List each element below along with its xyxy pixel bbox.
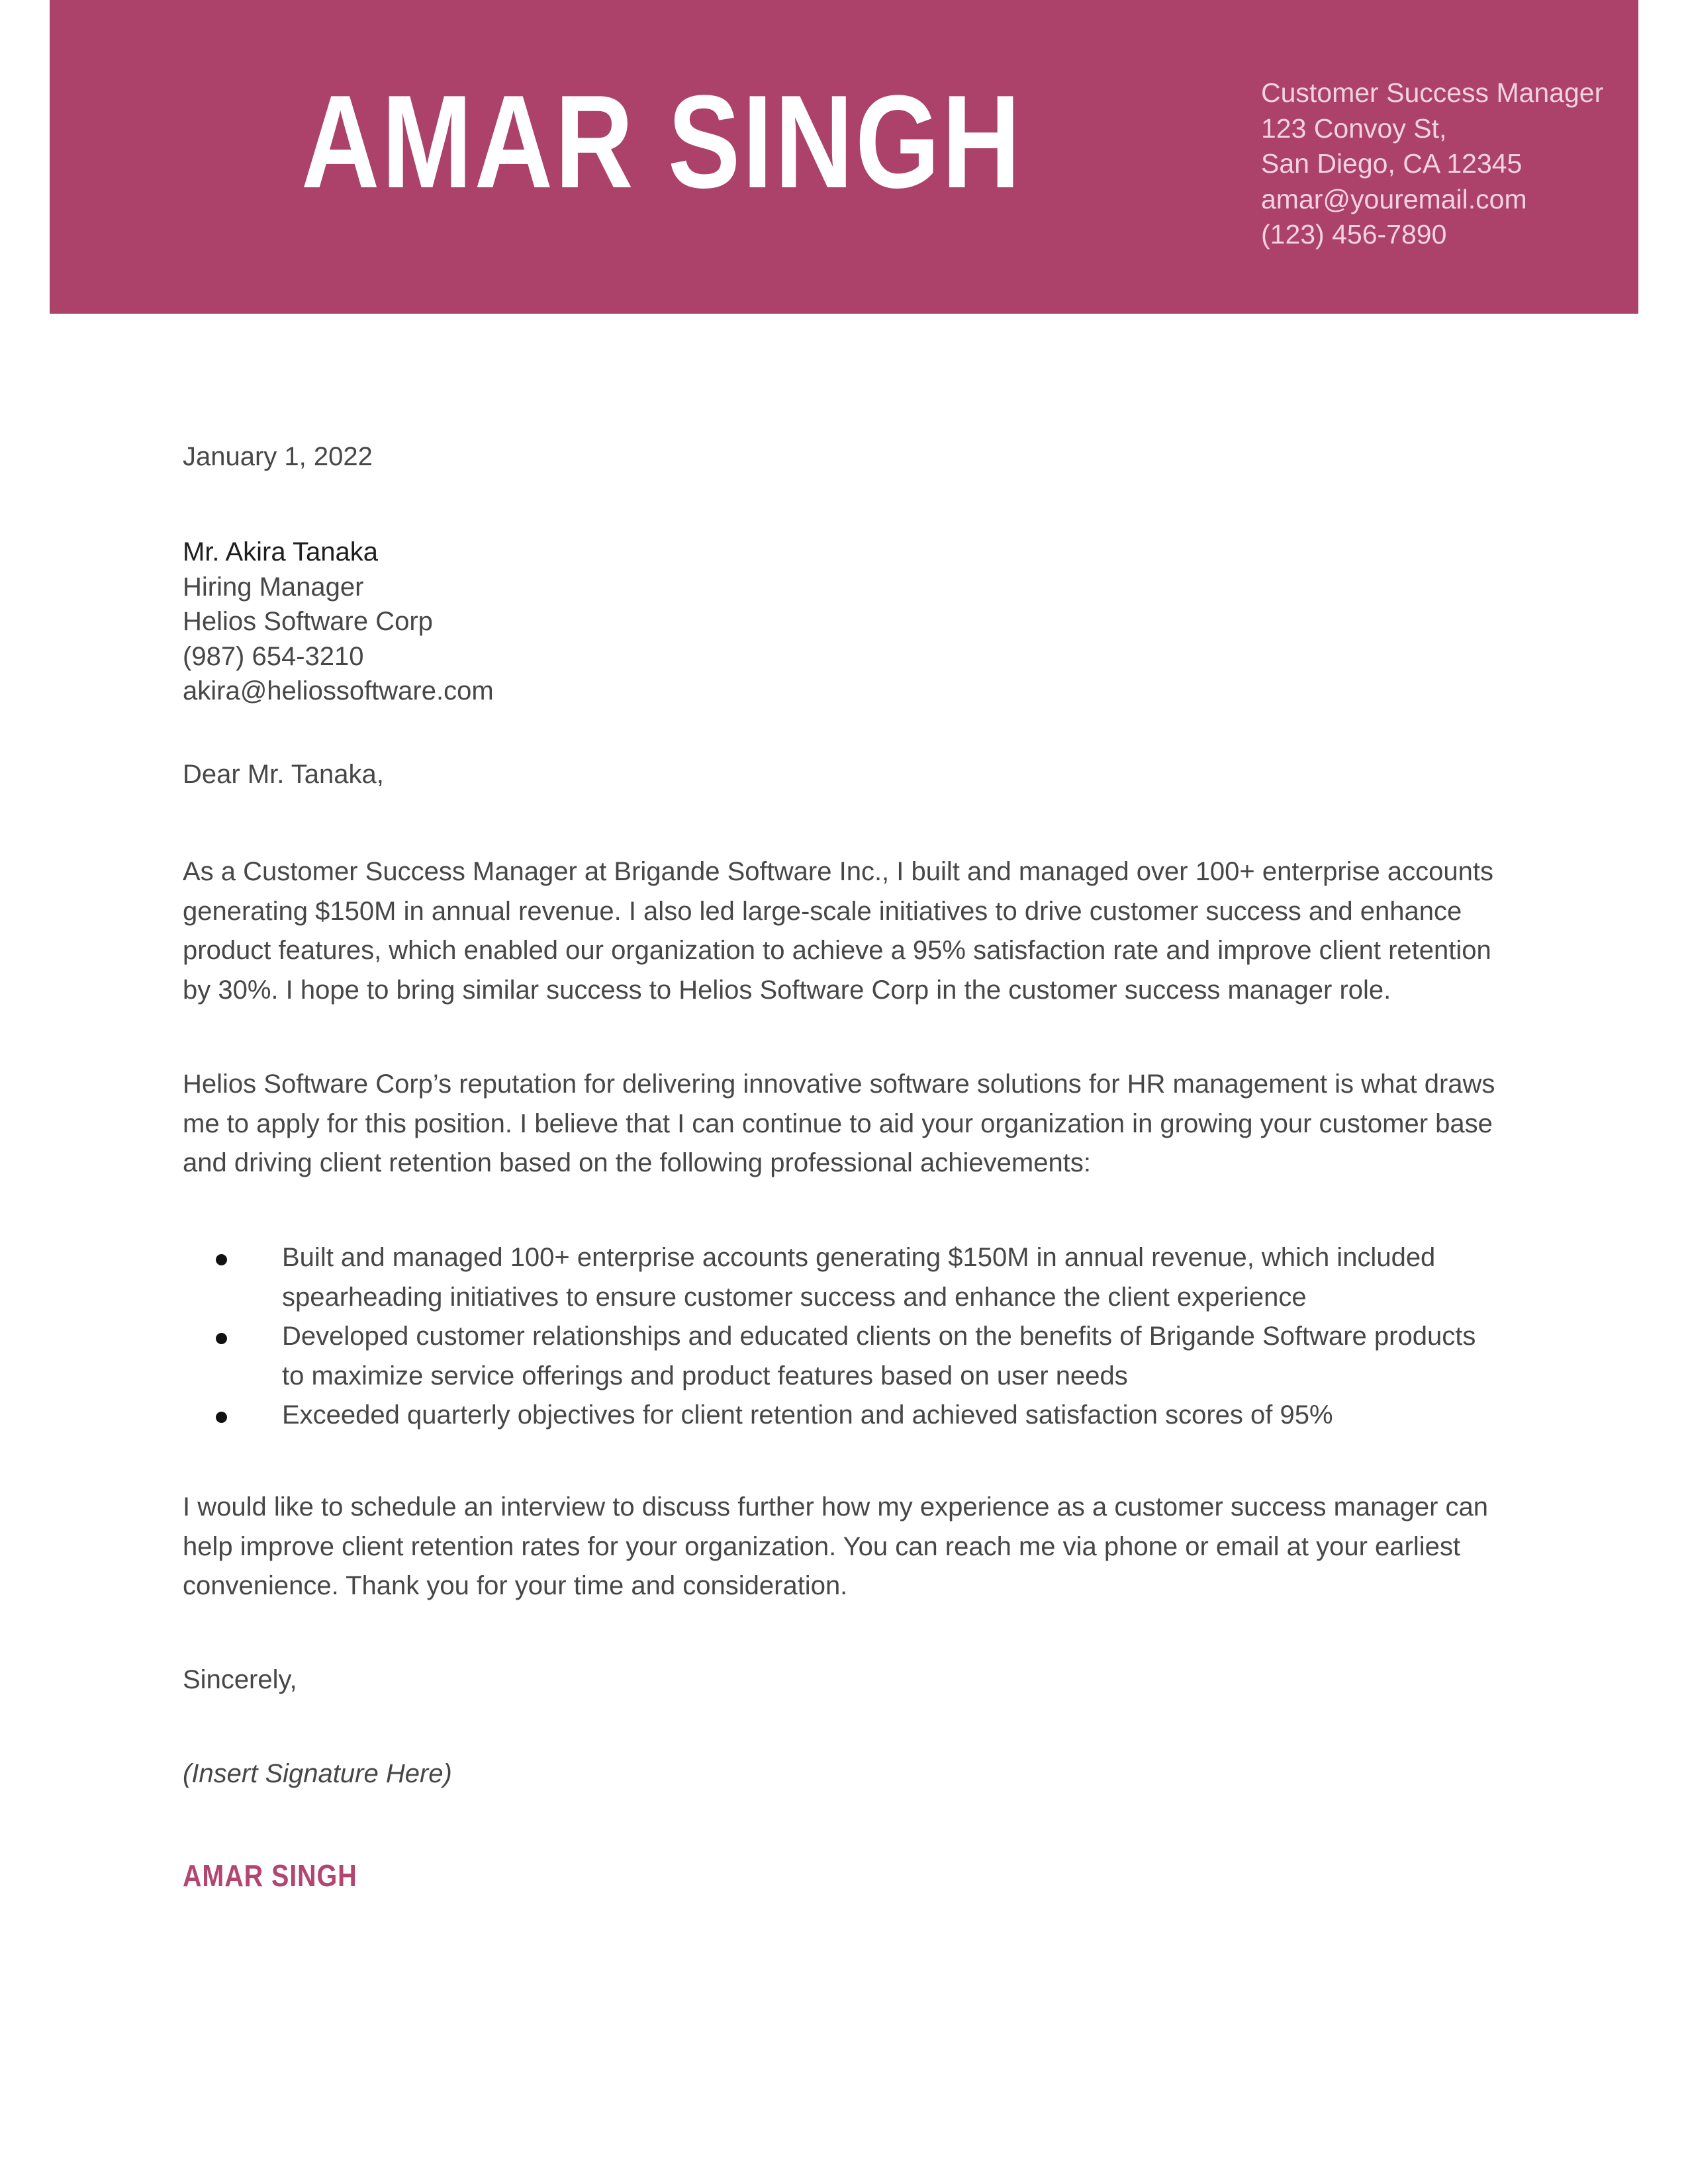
list-item-line: Developed customer relationships and educated clients on the benefits of Brigande Software products — [282, 1322, 1476, 1351]
bullet-icon — [216, 1412, 227, 1423]
bullet-icon — [216, 1254, 227, 1265]
paragraph-line: As a Customer Success Manager at Brigande Software Inc., I built and managed over 100+ enterprise accounts — [183, 857, 1493, 886]
recipient-title: Hiring Manager — [183, 572, 364, 602]
applicant-phone: (123) 456-7890 — [1261, 219, 1447, 250]
applicant-email: amar@youremail.com — [1261, 183, 1527, 214]
header-banner — [50, 0, 1638, 314]
bullet-icon — [216, 1333, 227, 1344]
list-item-line: Exceeded quarterly objectives for client retention and achieved satisfaction scores of 95% — [282, 1400, 1333, 1430]
signature-placeholder: (Insert Signature Here) — [183, 1759, 452, 1788]
recipient-company: Helios Software Corp — [183, 607, 433, 636]
list-item-line: spearheading initiatives to ensure customer success and enhance the client experience — [282, 1282, 1307, 1312]
salutation: Dear Mr. Tanaka, — [183, 760, 384, 789]
paragraph-intro — [183, 852, 1507, 1010]
paragraph-line: me to apply for this position. I believe that I can continue to aid your organization in growing your customer base — [183, 1109, 1493, 1138]
achievements-list — [183, 1238, 1507, 1435]
list-item — [183, 1238, 1507, 1317]
street-address: 123 Convoy St, — [1261, 113, 1447, 144]
paragraph-line: convenience. Thank you for your time and consideration. — [183, 1571, 848, 1600]
city-state-zip: San Diego, CA 12345 — [1261, 148, 1523, 179]
paragraph-line: generating $150M in annual revenue. I also led large-scale initiatives to drive customer success and enhance — [183, 896, 1462, 926]
recipient-name: Mr. Akira Tanaka — [183, 537, 378, 567]
signature-name: AMAR SINGH — [183, 1858, 357, 1893]
job-title: Customer Success Manager — [1261, 77, 1604, 108]
list-item-line: Built and managed 100+ enterprise accounts generating $150M in annual revenue, which included — [282, 1243, 1436, 1272]
letter-date: January 1, 2022 — [183, 442, 373, 471]
applicant-name: AMAR SINGH — [301, 68, 1023, 216]
paragraph-line: Helios Software Corp’s reputation for delivering innovative software solutions for HR management is what draws — [183, 1069, 1495, 1099]
paragraph-line: help improve client retention rates for your organization. You can reach me via phone or email at your earliest — [183, 1531, 1460, 1561]
list-item-line: to maximize service offerings and product features based on user needs — [282, 1361, 1128, 1390]
list-item — [183, 1396, 1507, 1435]
recipient-phone: (987) 654-3210 — [183, 641, 364, 671]
paragraph-line: I would like to schedule an interview to discuss further how my experience as a customer success manager can — [183, 1492, 1489, 1522]
closing-phrase: Sincerely, — [183, 1665, 297, 1694]
paragraph-closing — [183, 1488, 1507, 1606]
contact-block — [1261, 75, 1603, 253]
recipient-email: akira@heliossoftware.com — [183, 676, 494, 705]
recipient-block — [183, 535, 1507, 709]
list-item — [183, 1317, 1507, 1396]
paragraph-motivation — [183, 1065, 1507, 1183]
paragraph-line: by 30%. I hope to bring similar success to Helios Software Corp in the customer success manager role. — [183, 975, 1391, 1005]
paragraph-line: product features, which enabled our organization to achieve a 95% satisfaction rate and improve client retention — [183, 936, 1491, 965]
paragraph-line: and driving client retention based on the following professional achievements: — [183, 1148, 1091, 1177]
